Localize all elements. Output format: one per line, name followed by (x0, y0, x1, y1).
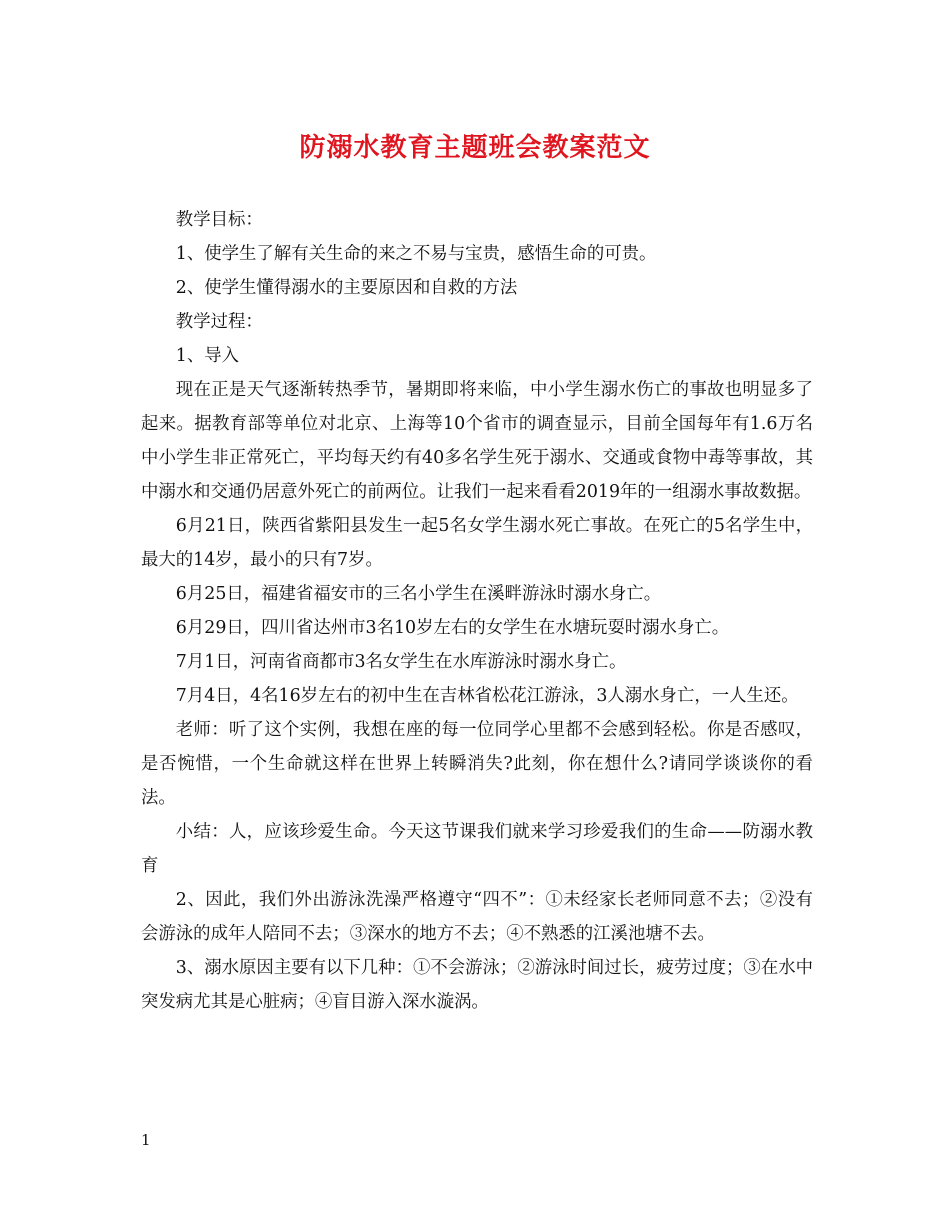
paragraph-introduction-heading: 1、导入 (175, 346, 240, 366)
paragraph-case-june-21: 6月21日，陕西省紫阳县发生一起5名女学生溺水死亡事故。在死亡的5名学生中，最大的14岁，最小的只有7岁。 (141, 516, 813, 570)
document-title: 防溺水教育主题班会教案范文 (299, 133, 651, 163)
paragraph-goal-1: 1、使学生了解有关生命的来之不易与宝贵，感悟生命的可贵。 (175, 244, 657, 264)
page-number: 1 (141, 1131, 151, 1149)
document-body (141, 203, 813, 1019)
paragraph-case-july-1: 7月1日，河南省商都市3名女学生在水库游泳时溺水身亡。 (175, 652, 627, 672)
paragraph-drowning-causes: 3、溺水原因主要有以下几种：①不会游泳；②游泳时间过长，疲劳过度；③在水中突发病尤其是心脏病；④盲目游入深水漩涡。 (141, 958, 813, 1012)
paragraph-introduction: 现在正是天气逐渐转热季节，暑期即将来临，中小学生溺水伤亡的事故也明显多了起来。据教育部等单位对北京、上海等10个省市的调查显示，目前全国每年有1.6万名中小学生非正常死亡，平均每天约有40多名学生死于溺水、交通或食物中毒等事故，其中溺水和交通仍居意外死亡的前两位。让我们一起来看看2019年的一组溺水事故数据。 (141, 380, 813, 502)
paragraph-teacher-comment: 老师：听了这个实例，我想在座的每一位同学心里都不会感到轻松。你是否感叹，是否惋惜，一个生命就这样在世界上转瞬消失?此刻，你在想什么?请同学谈谈你的看法。 (141, 720, 813, 808)
paragraph-summary: 小结：人，应该珍爱生命。今天这节课我们就来学习珍爱我们的生命——防溺水教育 (141, 822, 813, 876)
paragraph-case-june-25: 6月25日，福建省福安市的三名小学生在溪畔游泳时溺水身亡。 (175, 584, 662, 604)
paragraph-teaching-goals-heading: 教学目标： (175, 210, 263, 230)
paragraph-teaching-process-heading: 教学过程： (175, 312, 263, 332)
paragraph-case-july-4: 7月4日，4名16岁左右的初中生在吉林省松花江游泳，3人溺水身亡，一人生还。 (175, 686, 799, 706)
paragraph-four-rules: 2、因此，我们外出游泳洗澡严格遵守“四不”：①未经家长老师同意不去；②没有会游泳的成年人陪同不去；③深水的地方不去；④不熟悉的江溪池塘不去。 (141, 890, 813, 944)
paragraph-case-june-29: 6月29日，四川省达州市3名10岁左右的女学生在水塘玩耍时溺水身亡。 (175, 618, 730, 638)
paragraph-goal-2: 2、使学生懂得溺水的主要原因和自救的方法 (175, 278, 518, 298)
